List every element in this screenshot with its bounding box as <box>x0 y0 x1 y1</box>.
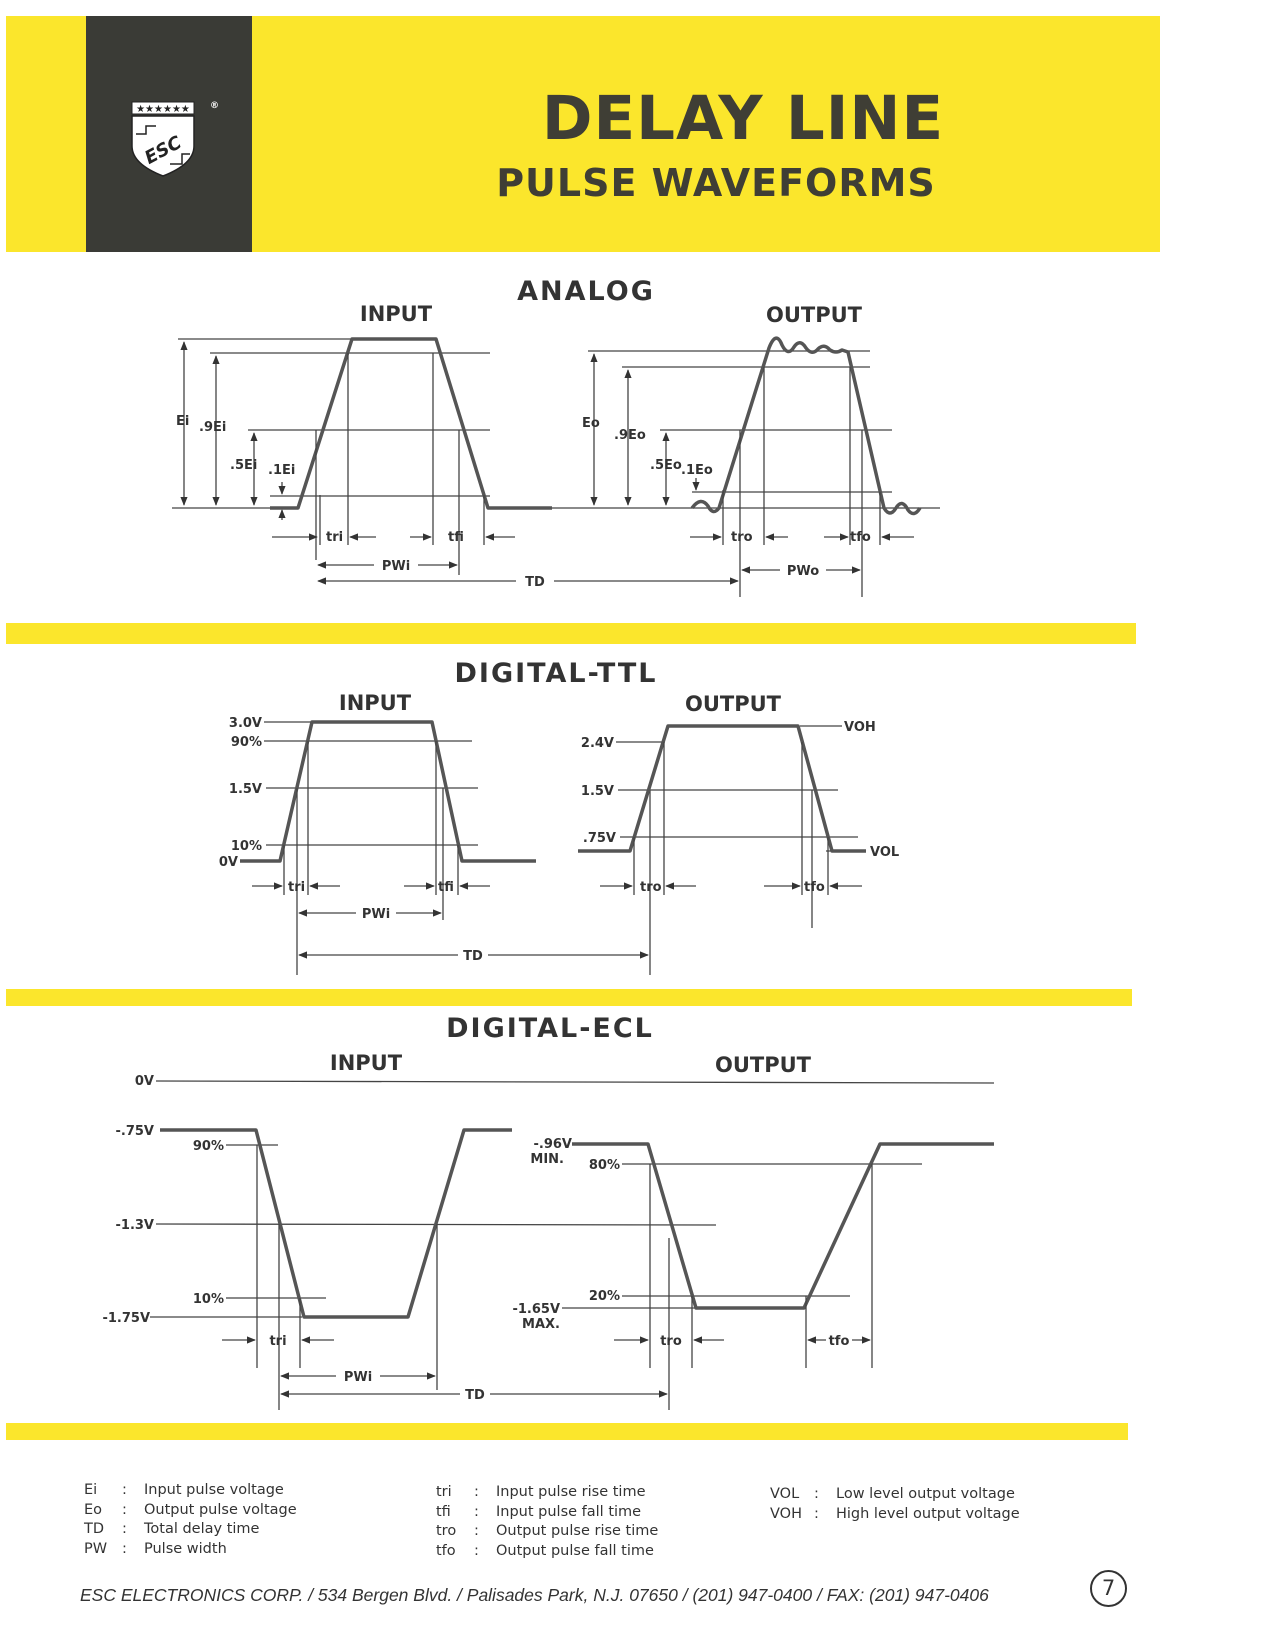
legend-item: Ei : Input pulse voltage <box>84 1482 284 1498</box>
ecl-tfo-label: tfo <box>828 1334 850 1349</box>
analog-ei10-label: .1Ei <box>268 463 296 478</box>
ecl-v075-label: -.75V <box>115 1124 154 1139</box>
analog-tro-label: tro <box>731 530 753 545</box>
analog-input-waveform <box>270 339 552 508</box>
ttl-v0-label: 0V <box>218 855 238 870</box>
analog-pwi-label: PWi <box>381 559 411 574</box>
analog-eo90-label: .9Eo <box>614 428 646 443</box>
ecl-v0-label: 0V <box>134 1074 154 1089</box>
ttl-vol-label: VOL <box>870 845 900 860</box>
ttl-p90-label: 90% <box>230 735 262 750</box>
legend-col-3 <box>770 1486 1020 1525</box>
footer-address: ESC ELECTRONICS CORP. / 534 Bergen Blvd. / Palisades Park, N.J. 07650 / (201) 947-0400 / FAX: (201) 947-0406 <box>80 1585 989 1605</box>
analog-input-label: INPUT <box>359 302 433 326</box>
legend-item: VOL : Low level output voltage <box>770 1486 1015 1502</box>
ecl-v096-label: -.96V <box>533 1137 572 1152</box>
analog-ei-label: Ei <box>176 414 190 429</box>
ecl-p90-label: 90% <box>192 1139 224 1154</box>
legend-col-2 <box>436 1484 658 1562</box>
ecl-min-label: MIN. <box>530 1152 564 1167</box>
analog-td-label: TD <box>525 575 545 590</box>
legend-item: Eo : Output pulse voltage <box>84 1501 297 1518</box>
ttl-p10-label: 10% <box>230 839 262 854</box>
registered-mark: ® <box>210 101 219 111</box>
ttl-input-label: INPUT <box>338 691 412 715</box>
ttl-v30-label: 3.0V <box>228 716 262 731</box>
analog-tfo-label: tfo <box>850 530 871 545</box>
ttl-v15o-label: 1.5V <box>580 784 614 799</box>
ecl-p20-label: 20% <box>588 1289 620 1304</box>
ttl-output-waveform <box>578 726 866 851</box>
analog-title: ANALOG <box>517 276 655 307</box>
ecl-title: DIGITAL-ECL <box>446 1013 654 1044</box>
analog-tri-label: tri <box>326 530 344 545</box>
analog-section <box>172 276 940 597</box>
ttl-section <box>219 658 899 975</box>
logo-text: ESC <box>141 132 186 169</box>
ecl-p80-label: 80% <box>588 1158 620 1173</box>
legend-item: PW : Pulse width <box>84 1540 227 1557</box>
ecl-v175-label: -1.75V <box>102 1311 150 1326</box>
ecl-td-label: TD <box>465 1388 485 1403</box>
legend-item: tfo : Output pulse fall time <box>436 1542 654 1559</box>
analog-eo50-label: .5Eo <box>650 458 682 473</box>
analog-output-waveform <box>692 338 920 513</box>
ecl-output-label: OUTPUT <box>715 1053 811 1077</box>
ecl-tri-label: tri <box>269 1334 287 1349</box>
ttl-input-waveform <box>240 722 536 861</box>
ecl-max-label: MAX. <box>522 1317 560 1332</box>
svg-text:★★★★★★: ★★★★★★ <box>136 104 190 115</box>
ecl-pwi-label: PWi <box>343 1370 373 1385</box>
analog-eo-label: Eo <box>582 416 600 431</box>
analog-ei50-label: .5Ei <box>230 458 258 473</box>
legend-item: TD : Total delay time <box>84 1521 260 1537</box>
ecl-v165-label: -1.65V <box>512 1302 560 1317</box>
legend-item: tri : Input pulse rise time <box>436 1484 646 1500</box>
analog-output-label: OUTPUT <box>766 303 862 327</box>
ttl-title: DIGITAL-TTL <box>454 658 658 689</box>
ttl-v24-label: 2.4V <box>580 736 614 751</box>
ttl-tro-label: tro <box>640 880 662 895</box>
page-title: DELAY LINE <box>541 83 945 154</box>
legend-col-1 <box>84 1482 297 1560</box>
analog-pwo-label: PWo <box>786 564 820 579</box>
page-number: 7 <box>1090 1570 1127 1607</box>
ttl-v075-label: .75V <box>582 831 616 846</box>
ecl-p10-label: 10% <box>192 1292 224 1307</box>
ttl-voh-label: VOH <box>844 720 876 735</box>
analog-eo10-label: .1Eo <box>681 463 713 478</box>
ttl-tri-label: tri <box>288 880 306 895</box>
ecl-tro-label: tro <box>660 1334 682 1349</box>
page-subtitle: PULSE WAVEFORMS <box>496 161 936 205</box>
ttl-v15-label: 1.5V <box>228 782 262 797</box>
ttl-tfi-label: tfi <box>438 880 454 895</box>
ttl-output-label: OUTPUT <box>685 692 781 716</box>
legend <box>84 1482 1084 1562</box>
ecl-v13-label: -1.3V <box>115 1218 154 1233</box>
ttl-td-label: TD <box>463 949 483 964</box>
ecl-input-label: INPUT <box>329 1051 403 1075</box>
legend-item: tfi : Input pulse fall time <box>436 1503 642 1520</box>
legend-item: VOH : High level output voltage <box>770 1505 1020 1522</box>
ecl-section <box>102 1013 994 1410</box>
analog-tfi-label: tfi <box>448 530 464 545</box>
analog-ei90-label: .9Ei <box>199 420 227 435</box>
ecl-output-waveform <box>572 1144 994 1308</box>
ttl-tfo-label: tfo <box>804 880 825 895</box>
ttl-pwi-label: PWi <box>361 907 391 922</box>
legend-item: tro : Output pulse rise time <box>436 1523 659 1539</box>
